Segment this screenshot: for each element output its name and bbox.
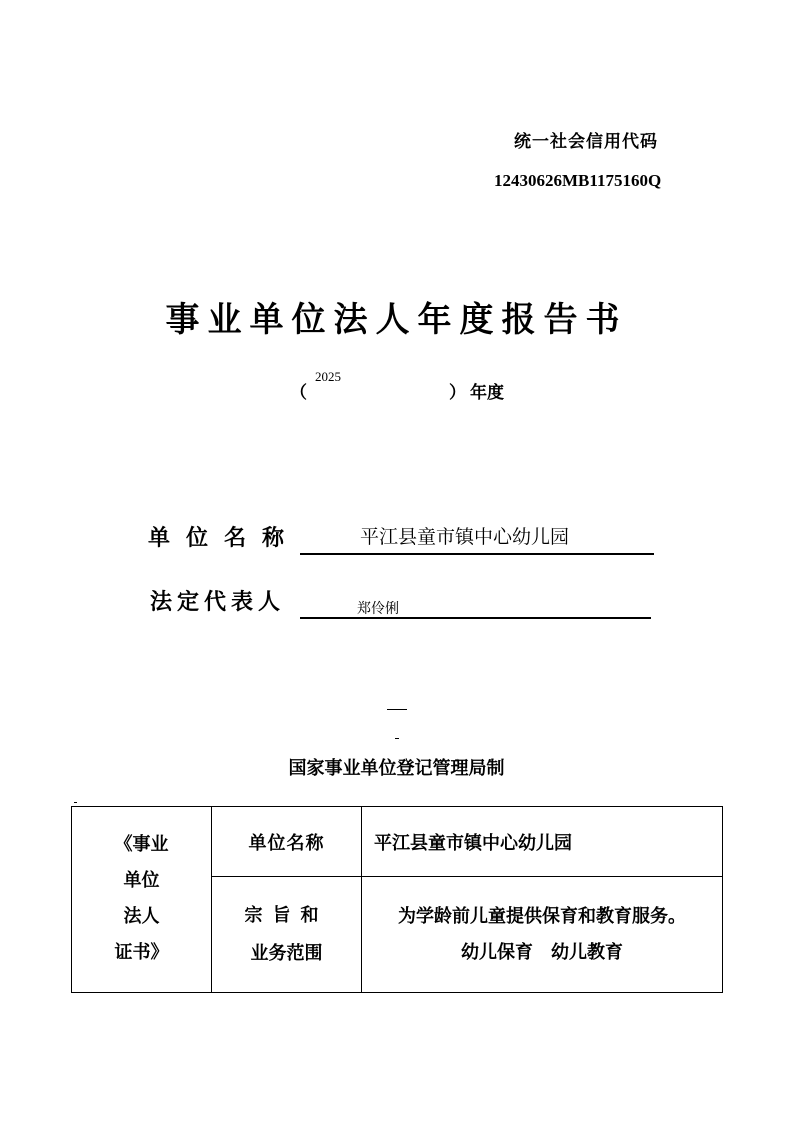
legal-rep-value: 郑伶俐 bbox=[357, 601, 399, 617]
unit-name-value: 平江县童市镇中心幼儿园 bbox=[360, 526, 570, 548]
certificate-table bbox=[71, 806, 723, 993]
year-value: 2025 bbox=[315, 369, 341, 384]
issuer-text: 国家事业单位登记管理局制 bbox=[288, 758, 505, 779]
year-open-paren: （ bbox=[290, 383, 307, 403]
purpose-value-line: 为学龄前儿童提供保育和教育服务。 bbox=[398, 905, 686, 927]
cert-unit-name-value: 平江县童市镇中心幼儿园 bbox=[362, 807, 723, 877]
cert-unit-name-label: 单位名称 bbox=[212, 807, 362, 877]
purpose-label-line: 宗旨和 bbox=[244, 904, 329, 926]
page-title: 事业单位法人年度报告书 bbox=[165, 300, 628, 340]
certificate-title-line: 证书》 bbox=[114, 942, 169, 963]
unit-name-underline bbox=[300, 553, 654, 555]
margin-mark bbox=[74, 802, 77, 803]
year-suffix: 年度 bbox=[470, 383, 504, 403]
divider-dash bbox=[387, 709, 407, 710]
purpose-value-cell bbox=[362, 877, 723, 993]
legal-rep-label: 法定代表人 bbox=[150, 590, 286, 615]
certificate-title-line: 法人 bbox=[123, 906, 160, 927]
divider-dot bbox=[395, 738, 399, 739]
legal-rep-underline bbox=[300, 617, 651, 619]
credit-code-label: 统一社会信用代码 bbox=[514, 132, 658, 152]
purpose-label-line: 业务范围 bbox=[250, 942, 323, 964]
certificate-title-line: 单位 bbox=[123, 870, 160, 891]
purpose-label-cell bbox=[212, 877, 362, 993]
purpose-value-line: 幼儿保育 幼儿教育 bbox=[461, 941, 623, 963]
credit-code-value: 12430626MB1175160Q bbox=[494, 171, 662, 190]
year-close-paren: ） bbox=[449, 383, 466, 403]
unit-name-label: 单位名称 bbox=[148, 526, 301, 551]
certificate-title-line: 《事业 bbox=[114, 834, 169, 855]
certificate-title-cell bbox=[72, 807, 212, 993]
